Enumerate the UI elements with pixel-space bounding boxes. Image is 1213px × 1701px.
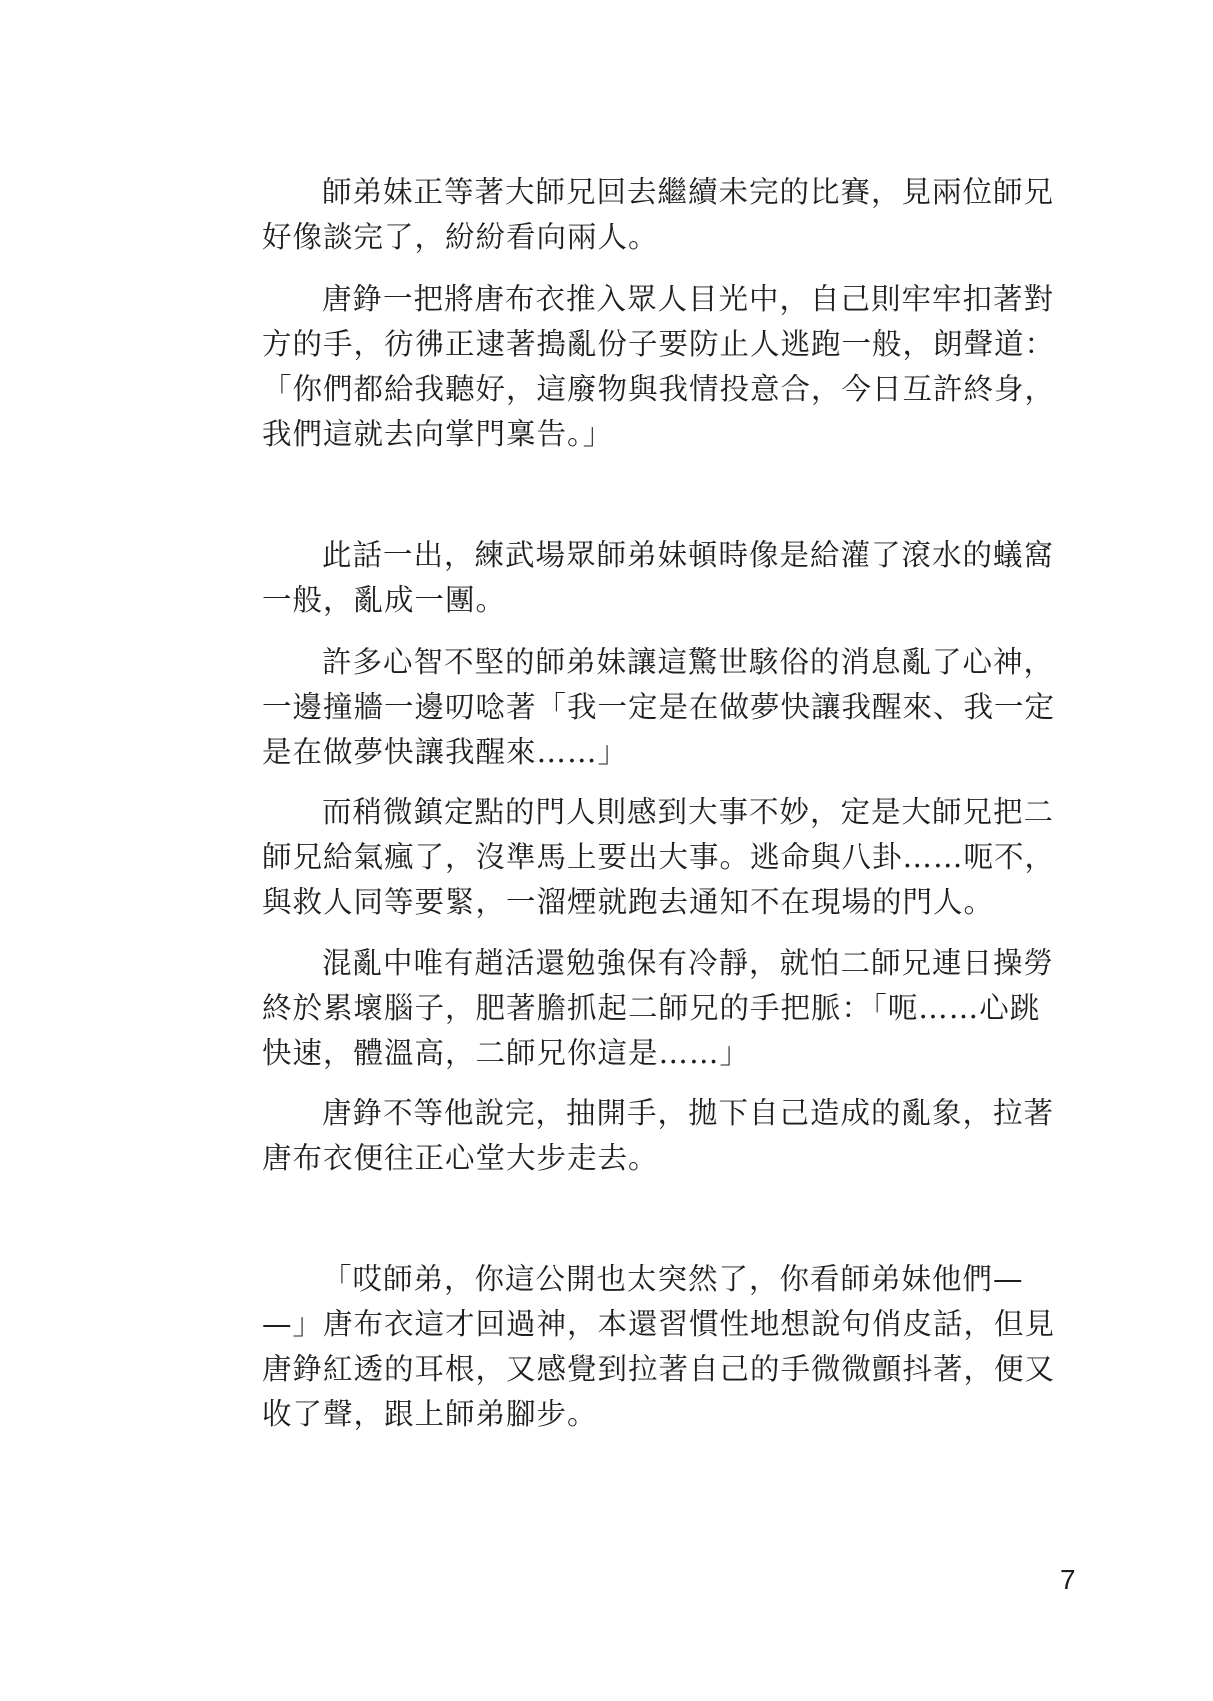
text-line: 此話一出，練武場眾師弟妹頓時像是給灌了滾水的蟻窩 <box>322 538 1055 572</box>
text-line: 唐錚一把將唐布衣推入眾人目光中，自己則牢牢扣著對 <box>322 282 1055 316</box>
text-line: 師弟妹正等著大師兄回去繼續未完的比賽，見兩位師兄 <box>322 175 1055 209</box>
text-line: 混亂中唯有趙活還勉強保有冷靜，就怕二師兄連日操勞 <box>322 946 1055 980</box>
text-line: 終於累壞腦子，肥著膽抓起二師兄的手把脈：「呃……心跳 <box>262 991 1041 1025</box>
text-line: 唐錚紅透的耳根，又感覺到拉著自己的手微微顫抖著，便又 <box>262 1352 1056 1386</box>
text-line: 一般，亂成一團。 <box>262 583 507 617</box>
paragraph <box>262 1257 1062 1437</box>
text-line: —」唐布衣這才回過神，本還習慣性地想說句俏皮話，但見 <box>262 1307 1056 1341</box>
text-line: 好像談完了，紛紛看向兩人。 <box>262 220 659 254</box>
paragraph <box>262 277 1062 457</box>
text-line: 「哎師弟，你這公開也太突然了，你看師弟妹他們— <box>322 1262 1024 1296</box>
text-line: 一邊撞牆一邊叨唸著「我一定是在做夢快讓我醒來、我一定 <box>262 690 1056 724</box>
text-line: 「你們都給我聽好，這廢物與我情投意合，今日互許終身， <box>262 372 1056 406</box>
text-line: 而稍微鎮定點的門人則感到大事不妙，定是大師兄把二 <box>322 795 1055 829</box>
text-line: 我們這就去向掌門稟告。」 <box>262 417 614 451</box>
text-line: 許多心智不堅的師弟妹讓這驚世駭俗的消息亂了心神， <box>322 645 1055 679</box>
page-number: 7 <box>1060 1564 1076 1595</box>
text-line: 收了聲，跟上師弟腳步。 <box>262 1397 598 1431</box>
text-line: 快速，體溫高，二師兄你這是……」 <box>262 1036 751 1070</box>
text-line: 方的手，彷彿正逮著搗亂份子要防止人逃跑一般，朗聲道： <box>262 327 1056 361</box>
paragraph <box>262 790 1062 925</box>
paragraph <box>262 170 1062 260</box>
text-line: 唐錚不等他說完，抽開手，拋下自己造成的亂象，拉著 <box>322 1096 1055 1130</box>
paragraph <box>262 640 1062 775</box>
paragraph <box>262 533 1062 623</box>
text-line: 唐布衣便往正心堂大步走去。 <box>262 1141 659 1175</box>
paragraph <box>262 1091 1062 1181</box>
text-line: 是在做夢快讓我醒來……」 <box>262 735 629 769</box>
text-line: 與救人同等要緊，一溜煙就跑去通知不在現場的門人。 <box>262 885 995 919</box>
text-line: 師兄給氣瘋了，沒準馬上要出大事。逃命與八卦……呃不， <box>262 840 1056 874</box>
paragraph <box>262 941 1062 1076</box>
